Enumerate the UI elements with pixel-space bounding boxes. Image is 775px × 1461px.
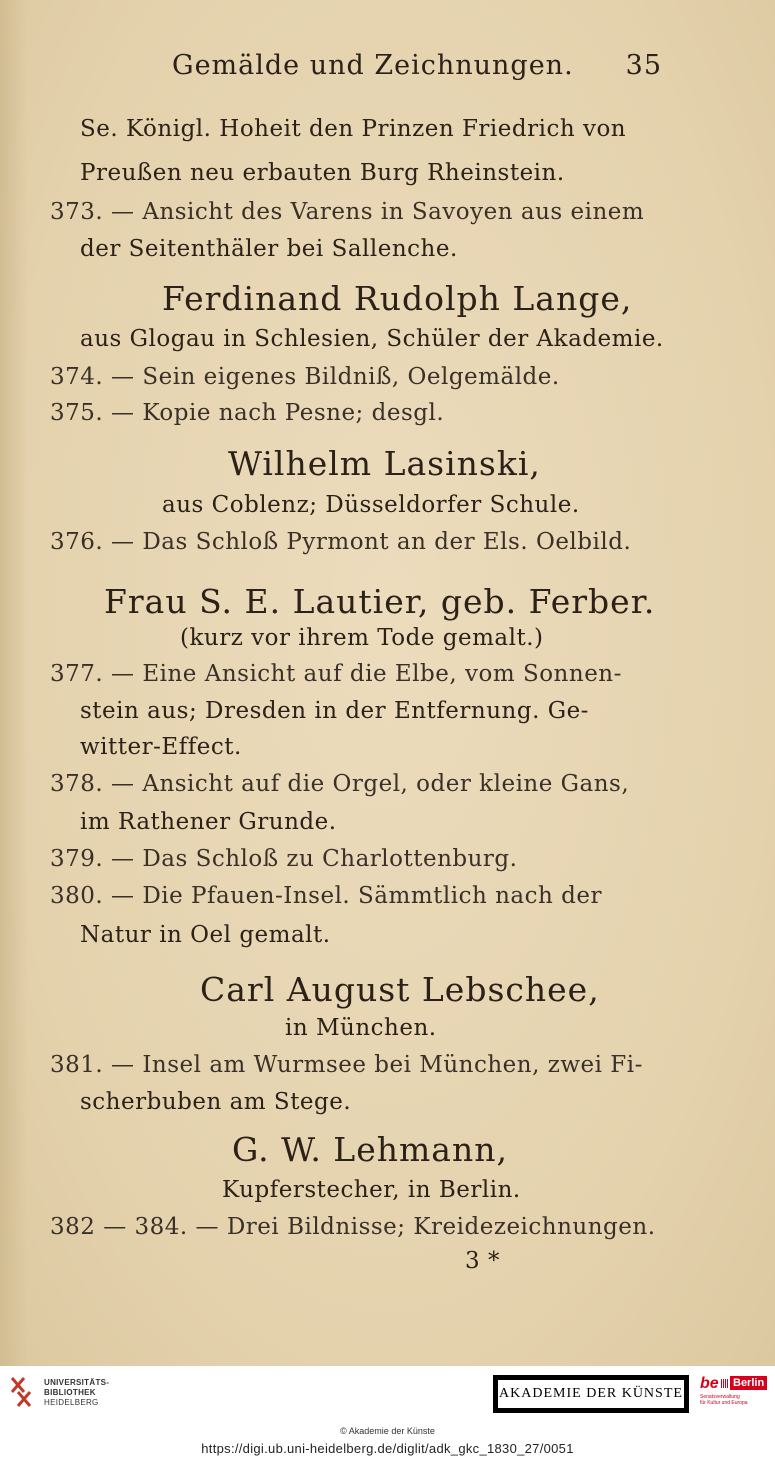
artist-name: G. W. Lehmann,: [232, 1130, 508, 1169]
ub-line-1: UNIVERSITÄTS-: [44, 1378, 110, 1387]
text-line: im Rathener Grunde.: [80, 809, 337, 835]
artist-name: Wilhelm Lasinski,: [228, 444, 541, 483]
text-line: der Seitenthäler bei Sallenche.: [80, 236, 458, 262]
running-title: Gemälde und Zeichnungen.: [172, 50, 574, 81]
ub-heidelberg-logo-icon[interactable]: [8, 1374, 38, 1410]
be-berlin-logo[interactable]: [700, 1375, 764, 1415]
text-line: witter-Effect.: [80, 734, 242, 760]
entry-380: 380. — Die Pfauen-Insel. Sämmtlich nach der: [50, 883, 602, 909]
be-small-line-2: für Kultur und Europa: [700, 1400, 748, 1406]
artist-info: (kurz vor ihrem Tode gemalt.): [180, 625, 544, 651]
ub-line-3: HEIDELBERG: [44, 1398, 99, 1407]
entry-375: 375. — Kopie nach Pesne; desgl.: [50, 400, 445, 426]
page-spine-shadow: [0, 0, 28, 1366]
signature-mark: 3 *: [465, 1248, 500, 1274]
text-line: Natur in Oel gemalt.: [80, 922, 331, 948]
be-prefix: be: [700, 1375, 719, 1392]
entry-373: 373. — Ansicht des Varens in Savoyen aus einem: [50, 199, 645, 225]
entry-382-384: 382 — 384. — Drei Bildnisse; Kreidezeichnungen.: [50, 1214, 656, 1240]
entry-376: 376. — Das Schloß Pyrmont an der Els. Oelbild.: [50, 529, 632, 555]
ub-line-2: BIBLIOTHEK: [44, 1388, 96, 1397]
entry-374: 374. — Sein eigenes Bildniß, Oelgemälde.: [50, 364, 560, 390]
artist-name: Frau S. E. Lautier, geb. Ferber.: [104, 582, 656, 621]
artist-name: Carl August Lebschee,: [200, 970, 600, 1009]
text-line: stein aus; Dresden in der Entfernung. Ge-: [80, 698, 589, 724]
artist-name: Ferdinand Rudolph Lange,: [162, 279, 633, 318]
entry-378: 378. — Ansicht auf die Orgel, oder kleine Gans,: [50, 771, 630, 797]
adk-label: AKADEMIE DER KÜNSTE: [497, 1379, 685, 1409]
artist-info: aus Coblenz; Düsseldorfer Schule.: [162, 492, 580, 518]
ub-heidelberg-label[interactable]: [44, 1378, 109, 1408]
be-small-text: [700, 1394, 748, 1406]
be-berlin-label: Berlin: [730, 1376, 767, 1390]
artist-info: aus Glogau in Schlesien, Schüler der Akademie.: [80, 326, 664, 352]
akademie-der-kuenste-logo[interactable]: [493, 1375, 689, 1413]
text-line: Se. Königl. Hoheit den Prinzen Friedrich von: [80, 116, 627, 142]
entry-377: 377. — Eine Ansicht auf die Elbe, vom Sonnen-: [50, 661, 622, 687]
copyright-notice: © Akademie der Künste: [340, 1426, 435, 1436]
page-number: 35: [625, 50, 662, 81]
running-header: [172, 50, 662, 81]
entry-379: 379. — Das Schloß zu Charlottenburg.: [50, 846, 518, 872]
text-line: Preußen neu erbauten Burg Rheinstein.: [80, 160, 565, 186]
entry-381: 381. — Insel am Wurmsee bei München, zwei Fi-: [50, 1052, 643, 1078]
artist-info: Kupferstecher, in Berlin.: [222, 1177, 521, 1203]
viewer-footer: [0, 1366, 775, 1461]
brandenburg-gate-icon: [721, 1379, 729, 1388]
permalink-url[interactable]: https://digi.ub.uni-heidelberg.de/diglit/adk_gkc_1830_27/0051: [201, 1441, 574, 1456]
artist-info: in München.: [285, 1015, 437, 1041]
be-small-line-1: Senatsverwaltung: [700, 1394, 740, 1400]
text-line: scherbuben am Stege.: [80, 1089, 352, 1115]
